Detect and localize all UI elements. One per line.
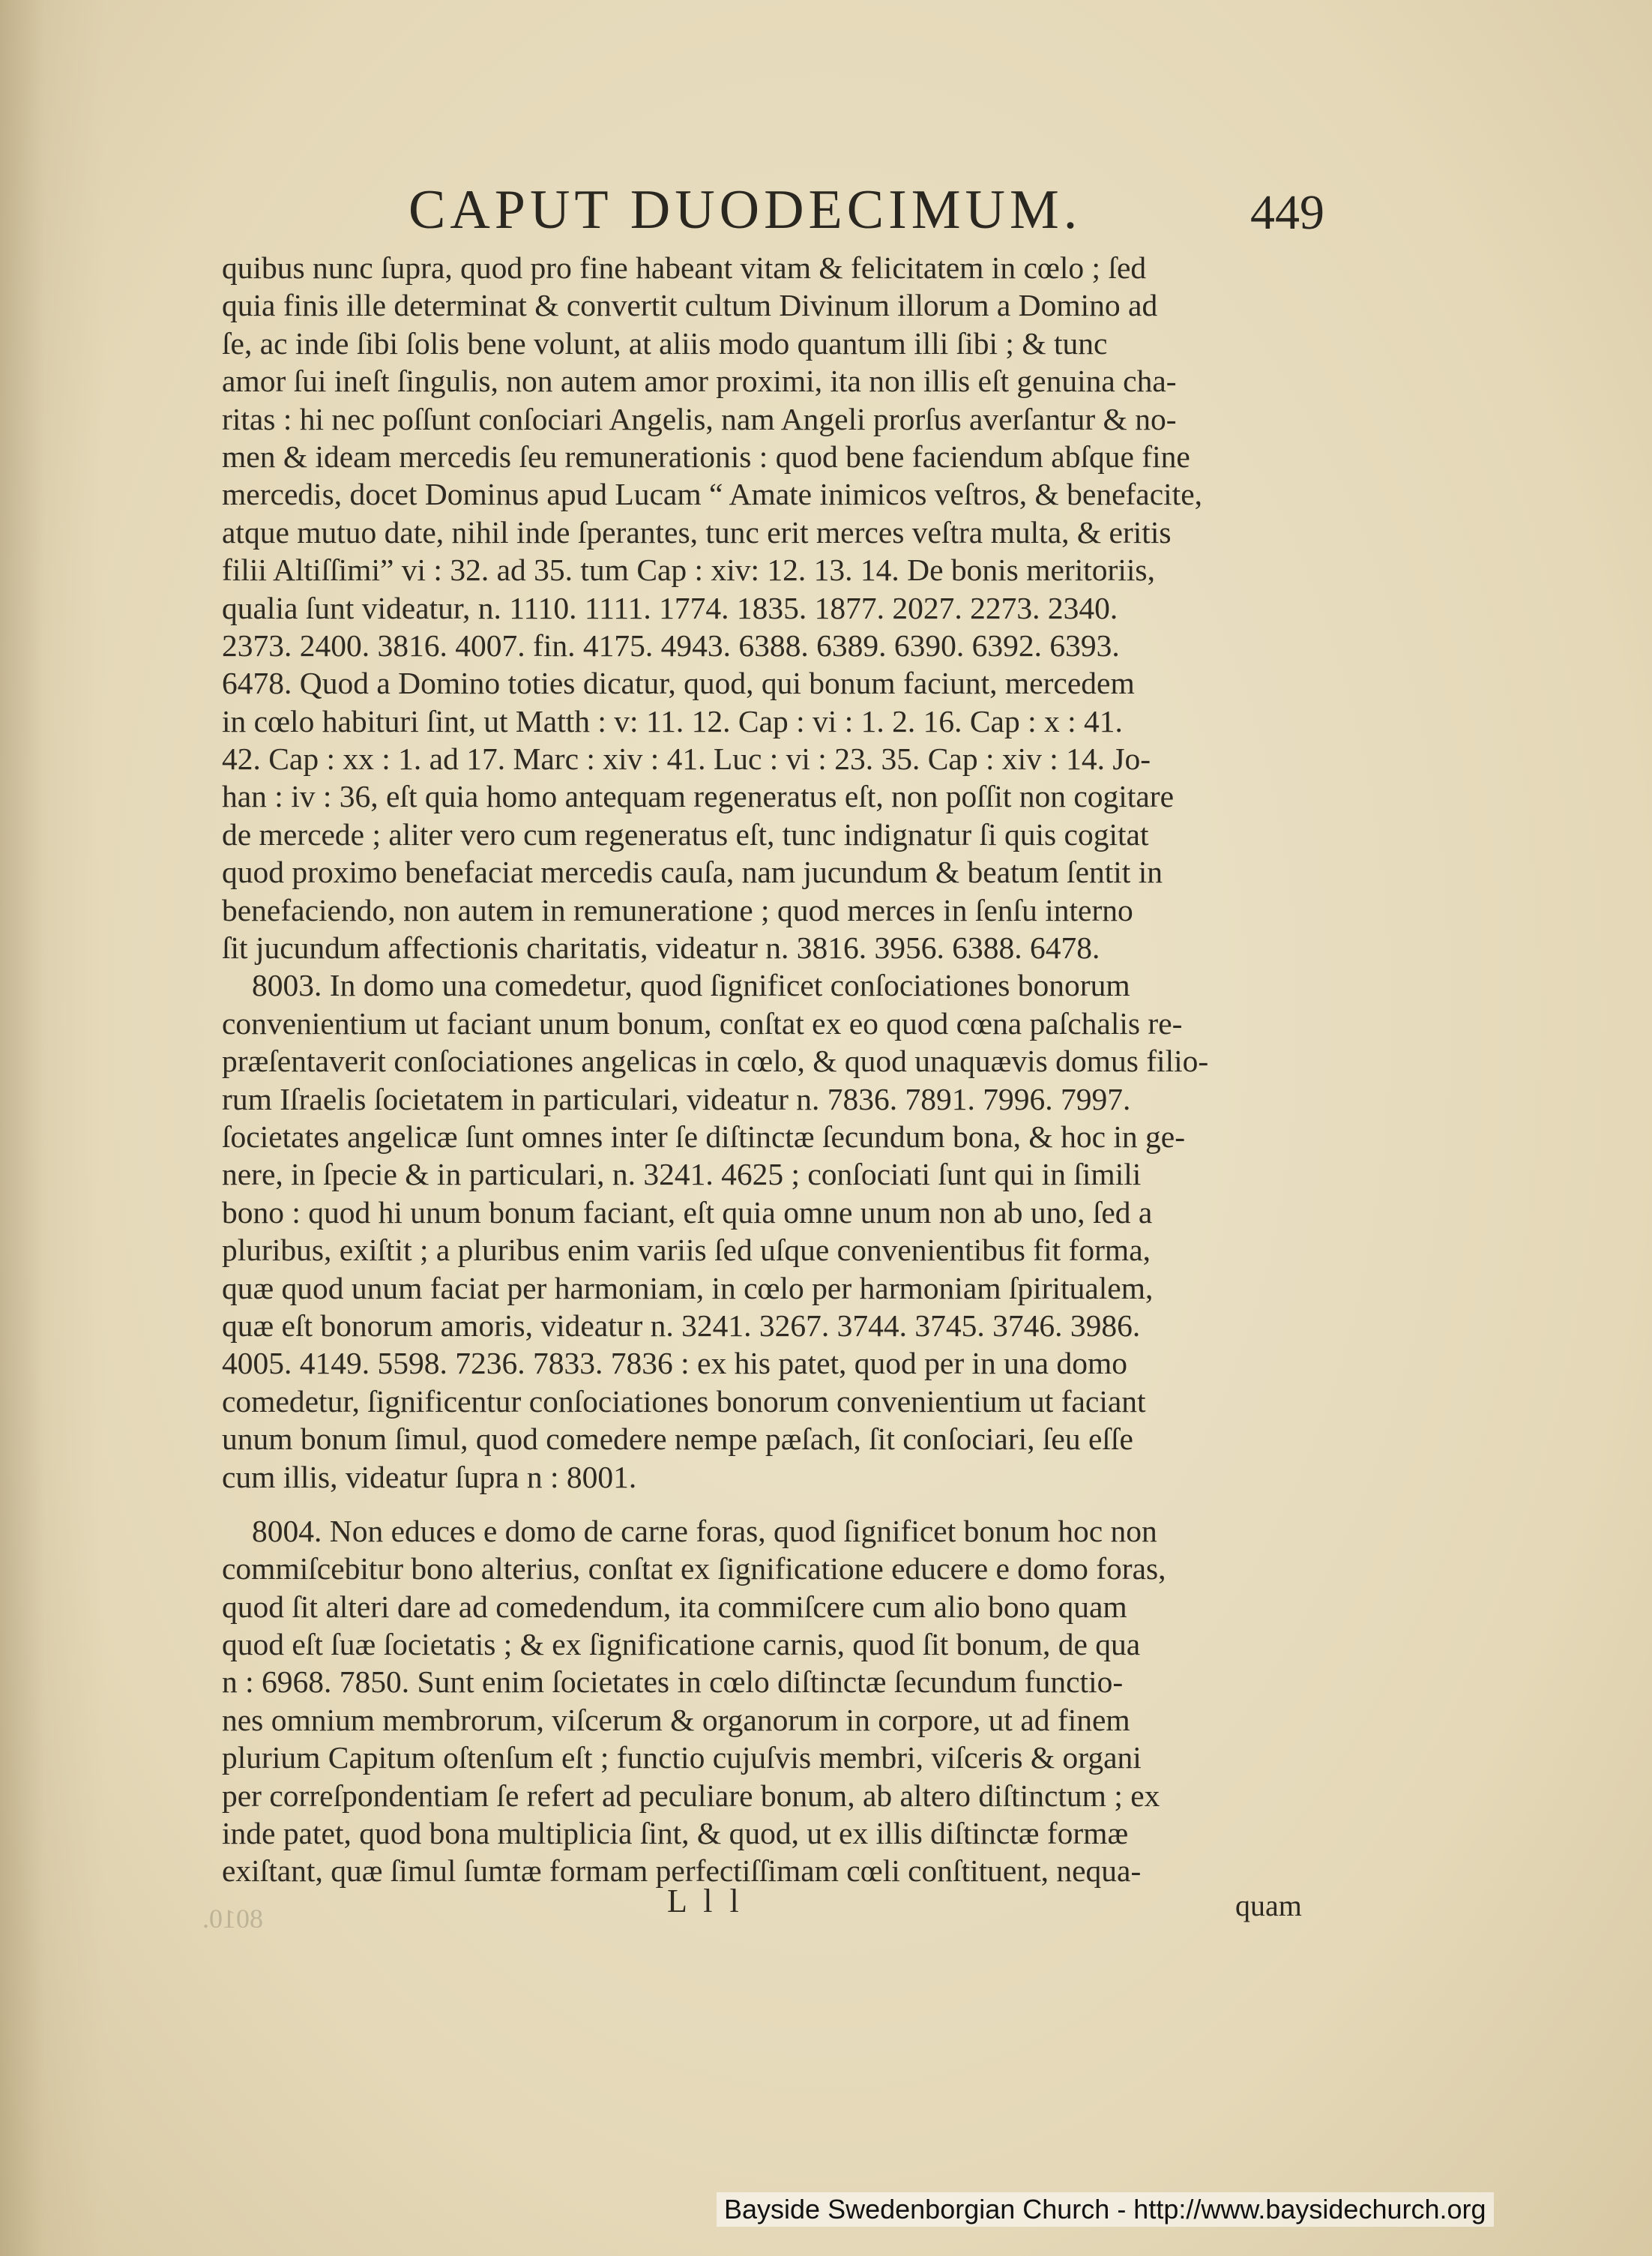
text-line: inde patet, quod bona multiplicia ſint, & quod, ut ex illis diſtinctæ formæ xyxy=(222,1816,1129,1851)
paragraph-start-8004: 8004. Non educes e domo de carne foras, quod ſignificet bonum hoc non xyxy=(252,1513,1157,1548)
catchword: quam xyxy=(1235,1889,1302,1922)
text-line: filii Altiſſimi” vi : 32. ad 35. tum Cap : xiv: 12. 13. 14. De bonis meritoriis, xyxy=(222,553,1155,588)
text-line: exiſtant, quæ ſimul ſumtæ formam perfectiſſimam cœli conſtituent, nequa- xyxy=(222,1853,1142,1889)
paragraph-start-8003: 8003. In domo una comedetur, quod ſignificet conſociationes bonorum xyxy=(252,968,1130,1003)
text-line: quod ſit alteri dare ad comedendum, ita commiſcere cum alio bono quam xyxy=(222,1589,1127,1624)
text-line: ſe, ac inde ſibi ſolis bene volunt, at aliis modo quantum illi ſibi ; & tunc xyxy=(222,325,1108,361)
signature-mark: L l l xyxy=(667,1883,744,1919)
text-line: quibus nunc ſupra, quod pro fine habeant vitam & felicitatem in cœlo ; ſed xyxy=(222,250,1147,285)
text-line: n : 6968. 7850. Sunt enim ſocietates in cœlo diſtinctæ ſecundum functio- xyxy=(222,1664,1124,1700)
text-line: quod eſt ſuæ ſocietatis ; & ex ſignificatione carnis, quod ſit bonum, de qua xyxy=(222,1627,1141,1662)
body-text xyxy=(222,249,1334,1928)
text-line: 42. Cap : xx : 1. ad 17. Marc : xiv : 41. Luc : vi : 23. 35. Cap : xiv : 14. Jo- xyxy=(222,742,1151,777)
text-line: 6478. Quod a Domino toties dicatur, quod, qui bonum faciunt, mercedem xyxy=(222,666,1135,701)
text-line: nere, in ſpecie & in particulari, n. 3241. 4625 ; conſociati ſunt qui in ſimili xyxy=(222,1157,1142,1192)
text-line: de mercede ; aliter vero cum regeneratus eſt, tunc indignatur ſi quis cogitat xyxy=(222,816,1149,852)
text-line: pluribus, exiſtit ; a pluribus enim variis ſed uſque convenientibus fit forma, xyxy=(222,1233,1151,1268)
text-line: ſocietates angelicæ ſunt omnes inter ſe diſtinctæ ſecundum bona, & hoc in ge- xyxy=(222,1119,1186,1154)
credit-watermark: Bayside Swedenborgian Church - http://www.baysidechurch.org xyxy=(717,2192,1494,2227)
text-line: per correſpondentiam ſe refert ad peculiare bonum, ab altero diſtinctum ; ex xyxy=(222,1778,1160,1813)
text-line: nes omnium membrorum, viſcerum & organorum in corpore, ut ad finem xyxy=(222,1702,1130,1737)
text-line: quod proximo benefaciat mercedis cauſa, nam jucundum & beatum ſentit in xyxy=(222,855,1163,890)
text-line: cum illis, videatur ſupra n : 8001. xyxy=(222,1459,637,1494)
text-line: quæ quod unum faciat per harmoniam, in cœlo per harmoniam ſpiritualem, xyxy=(222,1270,1154,1305)
text-line: han : iv : 36, eſt quia homo antequam regeneratus eſt, non poſſit non cogitare xyxy=(222,779,1175,814)
bleed-through-text: 8010. xyxy=(202,1904,263,1934)
text-line: men & ideam mercedis ſeu remunerationis : quod bene faciendum abſque fine xyxy=(222,439,1190,474)
text-line: ritas : hi nec poſſunt conſociari Angelis, nam Angeli prorſus averſantur & no- xyxy=(222,401,1177,436)
text-line: unum bonum ſimul, quod comedere nempe pæſach, ſit conſociari, ſeu eſſe xyxy=(222,1422,1133,1457)
text-line: commiſcebitur bono alterius, conſtat ex ſignificatione educere e domo foras, xyxy=(222,1551,1166,1586)
text-line: convenientium ut faciant unum bonum, conſtat ex eo quod cœna paſchalis re- xyxy=(222,1005,1183,1041)
text-line: amor ſui ineſt ſingulis, non autem amor proximi, ita non illis eſt genuina cha- xyxy=(222,364,1177,399)
text-line: 4005. 4149. 5598. 7236. 7833. 7836 : ex his patet, quod per in una domo xyxy=(222,1346,1127,1381)
paragraph-gap xyxy=(222,1496,1334,1512)
text-line: comedetur, ſignificentur conſociationes bonorum convenientium ut faciant xyxy=(222,1383,1146,1419)
text-line: bono : quod hi unum bonum faciant, eſt quia omne unum non ab uno, ſed a xyxy=(222,1194,1153,1230)
text-line: mercedis, docet Dominus apud Lucam “ Amate inimicos veſtros, & benefacite, xyxy=(222,477,1202,512)
text-line: quia finis ille determinat & convertit cultum Divinum illorum a Domino ad xyxy=(222,288,1158,323)
page-title: CAPUT DUODECIMUM. xyxy=(409,179,1082,241)
text-line: atque mutuo date, nihil inde ſperantes, tunc erit merces veſtra multa, & eritis xyxy=(222,514,1172,550)
text-line: in cœlo habituri ſint, ut Matth : v: 11. 12. Cap : vi : 1. 2. 16. Cap : x : 41. xyxy=(222,703,1123,739)
text-line: benefaciendo, non autem in remuneratione ; quod merces in ſenſu interno xyxy=(222,892,1133,927)
text-line: plurium Capitum oſtenſum eſt ; functio cujuſvis membri, viſceris & organi xyxy=(222,1740,1142,1775)
text-line: 2373. 2400. 3816. 4007. fin. 4175. 4943. 6388. 6389. 6390. 6392. 6393. xyxy=(222,628,1120,663)
text-line: ſit jucundum affectionis charitatis, videatur n. 3816. 3956. 6388. 6478. xyxy=(222,930,1100,966)
text-line: quæ eſt bonorum amoris, videatur n. 3241. 3267. 3744. 3745. 3746. 3986. xyxy=(222,1308,1141,1343)
page-number: 449 xyxy=(1250,185,1324,240)
running-header xyxy=(0,178,1652,241)
text-line: qualia ſunt videatur, n. 1110. 1111. 1774. 1835. 1877. 2027. 2273. 2340. xyxy=(222,590,1118,625)
text-line: præſentaverit conſociationes angelicas in cœlo, & quod unaquævis domus filio- xyxy=(222,1044,1209,1079)
text-line: rum Iſraelis ſocietatem in particulari, videatur n. 7836. 7891. 7996. 7997. xyxy=(222,1081,1131,1116)
